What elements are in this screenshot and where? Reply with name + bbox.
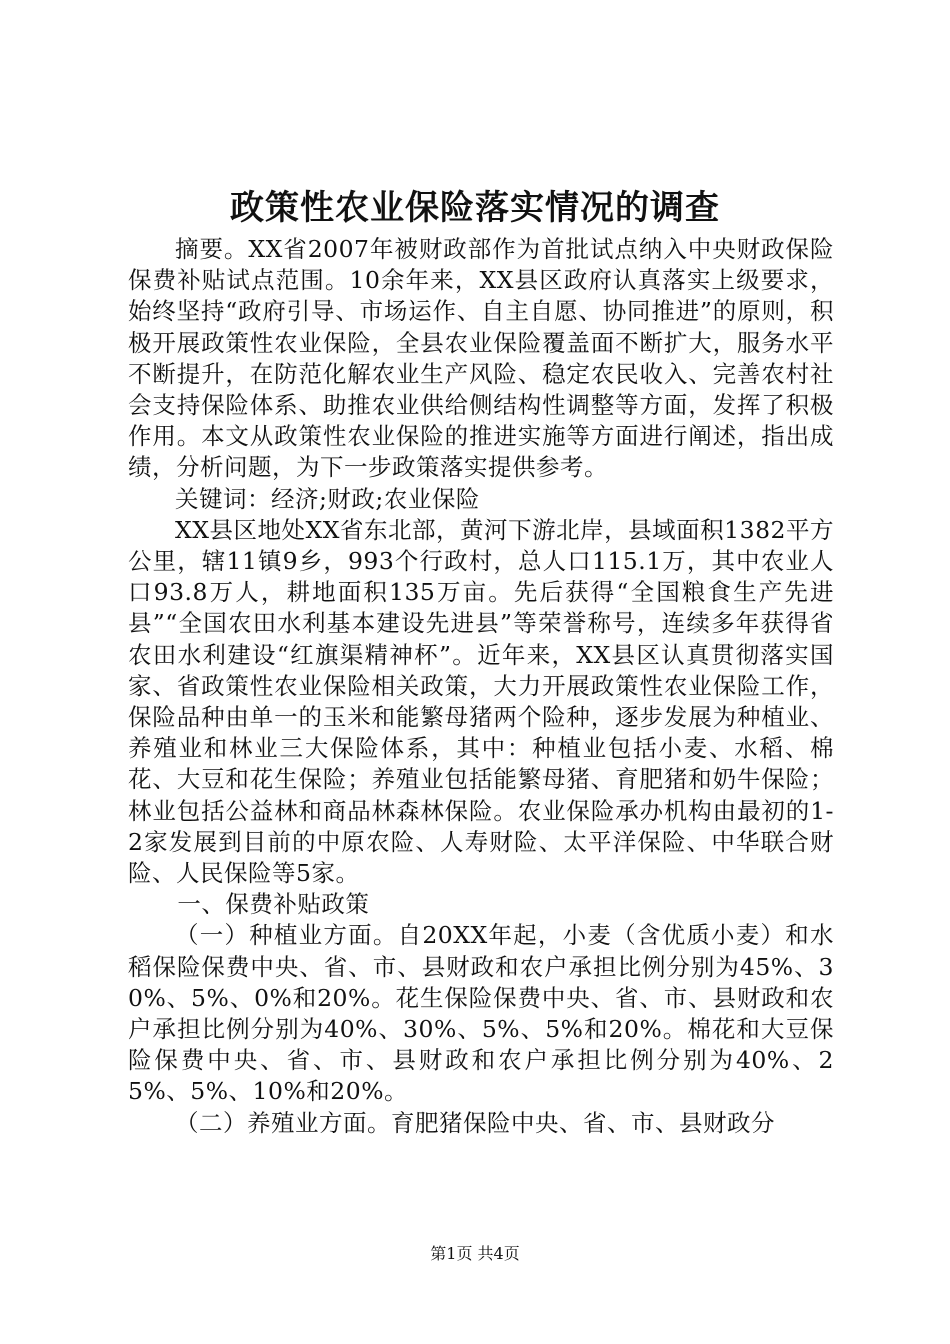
intro-paragraph: XX县区地处XX省东北部，黄河下游北岸，县域面积1382平方公里，辖11镇9乡，993个行政村，总人口115.1万，其中农业人口93.8万人，耕地面积135万亩。先后获得“全国粮食生产先进县”“全国农田水利基本建设先进县”等荣誉称号，连续多年获得省农田水利建设“红旗渠精神杯”。近年来，XX县区认真贯彻落实国家、省政策性农业保险相关政策，大力开展政策性农业保险工作，保险品种由单一的玉米和能繁母猪两个险种，逐步发展为种植业、养殖业和林业三大保险体系，其中：种植业包括小麦、水稻、棉花、大豆和花生保险；养殖业包括能繁母猪、育肥猪和奶牛保险；林业包括公益林和商品林森林保险。农业保险承办机构由最初的1-2家发展到目前的中原农险、人寿财险、太平洋保险、中华联合财险、人民保险等5家。 [128, 515, 834, 888]
breeding-paragraph: （二）养殖业方面。育肥猪保险中央、省、市、县财政分 [175, 1108, 775, 1137]
document-title: 政策性农业保险落实情况的调查 [230, 188, 720, 228]
planting-paragraph: （一）种植业方面。自20XX年起，小麦（含优质小麦）和水稻保险保费中央、省、市、县财政和农户承担比例分别为45%、30%、5%、0%和20%。花生保险保费中央、省、市、县财政和农户承担比例分别为40%、30%、5%、5%和20%。棉花和大豆保险保费中央、省、市、县财政和农户承担比例分别为40%、25%、5%、10%和20%。 [128, 921, 834, 1106]
document-body [128, 234, 834, 1139]
page-footer: 第1页 共4页 [430, 1244, 520, 1263]
section-heading: 一、保费补贴政策 [177, 890, 370, 919]
abstract-paragraph: 摘要。XX省2007年被财政部作为首批试点纳入中央财政保险保费补贴试点范围。10余年来，XX县区政府认真落实上级要求，始终坚持“政府引导、市场运作、自主自愿、协同推进”的原则，积极开展政策性农业保险，全县农业保险覆盖面不断扩大，服务水平不断提升，在防范化解农业生产风险、稳定农民收入、完善农村社会支持保险体系、助推农业供给侧结构性调整等方面，发挥了积极作用。本文从政策性农业保险的推进实施等方面进行阐述，指出成绩，分析问题，为下一步政策落实提供参考。 [128, 235, 834, 482]
keywords-paragraph: 关键词：经济;财政;农业保险 [175, 484, 480, 513]
